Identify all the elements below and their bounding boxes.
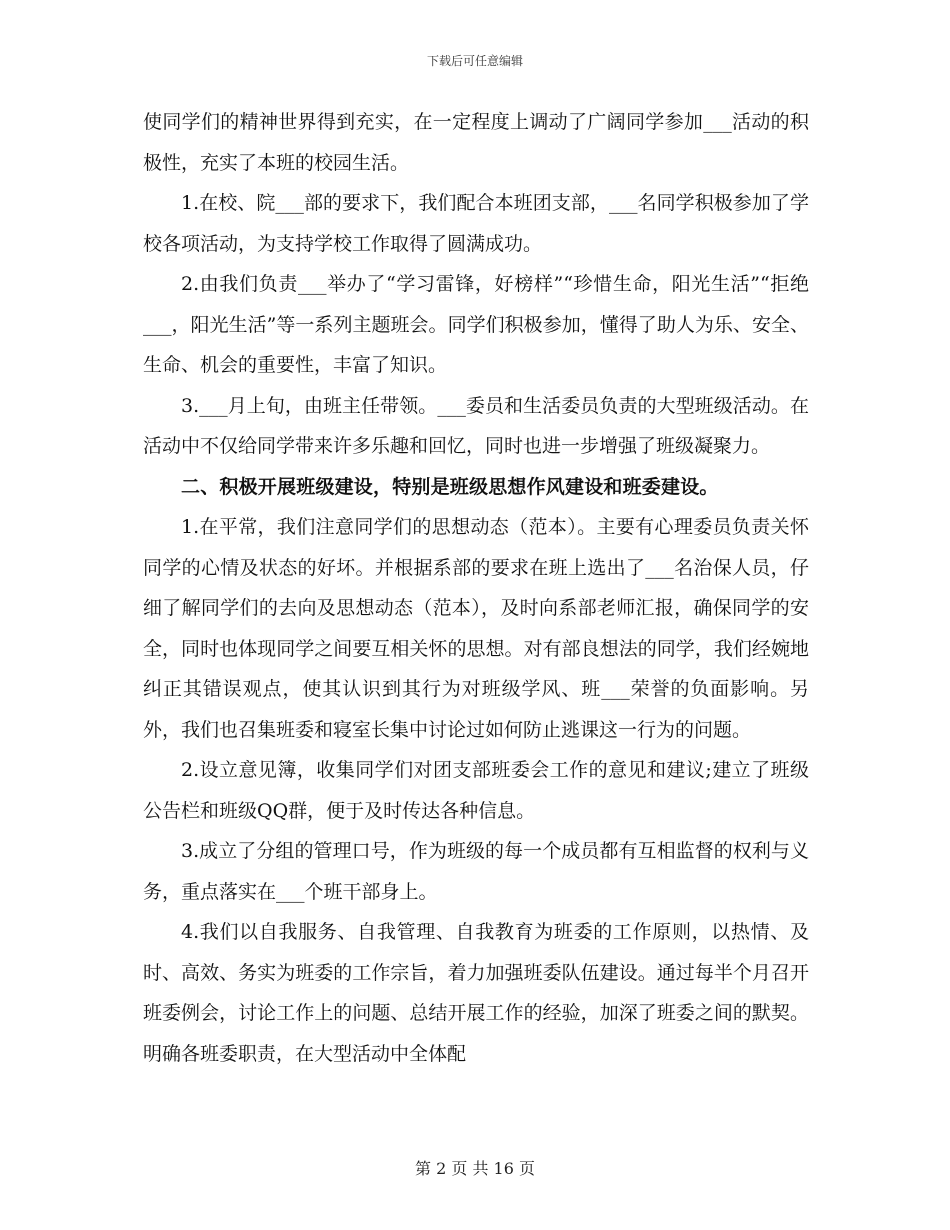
paragraph-continuation: 使同学们的精神世界得到充实，在一定程度上调动了广阔同学参加___活动的积极性，充实了本班的校园生活。 xyxy=(143,111,809,174)
paragraph-section2-item-4: 4.我们以自我服务、自我管理、自我教育为班委的工作原则，以热情、及时、高效、务实为班委的工作宗旨，着力加强班委队伍建设。通过每半个月召开班委例会，讨论工作上的问题、总结开展工作的经验，加深了班委之间的默契。明确各班委职责，在大型活动中全体配 xyxy=(143,921,809,1065)
paragraph-section2-item-3: 3.成立了分组的管理口号，作为班级的每一个成员都有互相监督的权利与义务，重点落实在___个班干部身上。 xyxy=(143,840,809,903)
section-heading: 二、积极开展班级建设，特别是班级思想作风建设和班委建设。 xyxy=(181,475,719,498)
page-number-footer: 第 2 页 共 16 页 xyxy=(415,1159,535,1178)
page-header: 下载后可任意编辑 xyxy=(426,54,523,68)
paragraph-item-3: 3.___月上旬，由班主任带领。___委员和生活委员负责的大型班级活动。在活动中不仅给同学带来许多乐趣和回忆，同时也进一步增强了班级凝聚力。 xyxy=(143,394,809,457)
document-body xyxy=(143,102,809,1074)
paragraph-section2-item-2: 2.设立意见簿，收集同学们对团支部班委会工作的意见和建议;建立了班级公告栏和班级QQ群，便于及时传达各种信息。 xyxy=(143,759,809,822)
paragraph-item-1: 1.在校、院___部的要求下，我们配合本班团支部，___名同学积极参加了学校各项活动，为支持学校工作取得了圆满成功。 xyxy=(143,192,809,255)
paragraph-item-2: 2.由我们负责___举办了“学习雷锋，好榜样”“珍惜生命，阳光生活”“拒绝___，阳光生活”等一系列主题班会。同学们积极参加，懂得了助人为乐、安全、生命、机会的重要性，丰富了知识。 xyxy=(143,273,809,376)
paragraph-section2-item-1: 1.在平常，我们注意同学们的思想动态（范本）。主要有心理委员负责关怀同学的心情及状态的好坏。并根据系部的要求在班上选出了___名治保人员，仔细了解同学们的去向及思想动态（范本），及时向系部老师汇报，确保同学的安全，同时也体现同学之间要互相关怀的思想。对有部良想法的同学，我们经婉地纠正其错误观点，使其认识到其行为对班级学风、班___荣誉的负面影响。另外，我们也召集班委和寝室长集中讨论过如何防止逃课这一行为的问题。 xyxy=(143,516,809,741)
